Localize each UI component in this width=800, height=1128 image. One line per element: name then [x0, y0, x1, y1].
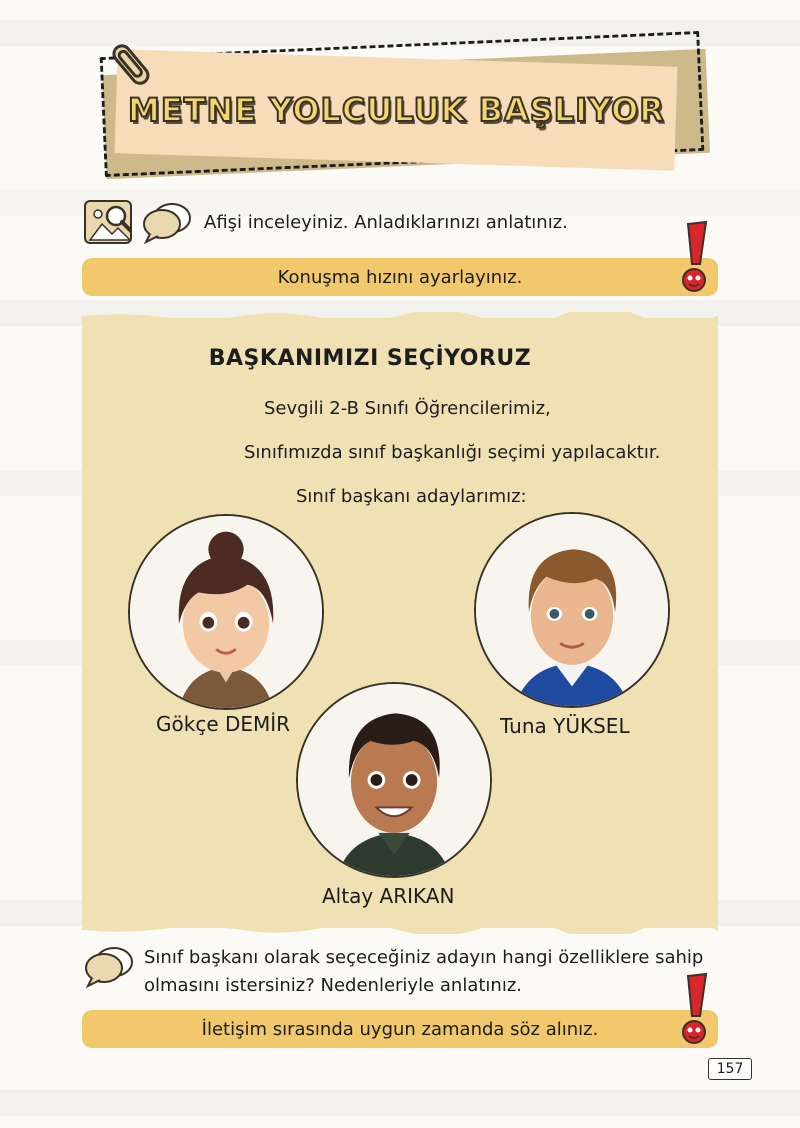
poster-title: BAŞKANIMIZI SEÇİYORUZ — [208, 346, 532, 371]
candidate-avatar-altay — [296, 682, 492, 878]
page-title: METNE YOLCULUK BAŞLIYOR — [127, 90, 665, 129]
candidate-name: Gökçe DEMİR — [156, 712, 291, 736]
page-number-text: 157 — [716, 1061, 744, 1077]
candidate-avatar-tuna — [474, 512, 670, 708]
banner-paper — [115, 49, 678, 171]
paperclip-icon — [108, 36, 160, 88]
candidates-heading: Sınıf başkanı adaylarımız: — [296, 486, 527, 507]
speech-bubble-icon — [142, 200, 192, 244]
girl-portrait-icon — [130, 516, 322, 708]
discussion-question — [84, 944, 734, 1000]
poster-announcement: Sınıfımızda sınıf başkanlığı seçimi yapılacaktır. — [244, 442, 661, 463]
page-number — [708, 1058, 752, 1080]
candidate-name: Tuna YÜKSEL — [500, 714, 630, 738]
election-poster — [82, 318, 718, 928]
image-inspect-icon — [84, 200, 132, 244]
candidate-avatar-gokce — [128, 514, 324, 710]
question-text: Sınıf başkanı olarak seçeceğiniz adayın hangi özelliklere sahip olmasını istersiniz? Nedenleriyle anlatınız. — [144, 947, 704, 996]
header-banner — [96, 36, 716, 176]
instruction-text: Afişi inceleyiniz. Anladıklarınızı anlatınız. — [204, 211, 568, 233]
exclamation-mascot-icon — [672, 220, 716, 294]
tip-bar-turn-taking — [82, 1010, 718, 1048]
speech-bubble-icon — [84, 944, 134, 988]
poster-greeting: Sevgili 2-B Sınıfı Öğrencilerimiz, — [264, 398, 551, 419]
candidate-name: Altay ARIKAN — [322, 884, 455, 908]
tip-text: Konuşma hızını ayarlayınız. — [277, 266, 523, 288]
exclamation-mascot-icon — [672, 972, 716, 1046]
tip-bar-speaking-speed — [82, 258, 718, 296]
boy-portrait-icon — [298, 684, 490, 876]
boy-portrait-icon — [476, 514, 668, 706]
instruction-row — [84, 200, 568, 244]
tip-text: İletişim sırasında uygun zamanda söz alınız. — [201, 1018, 599, 1040]
